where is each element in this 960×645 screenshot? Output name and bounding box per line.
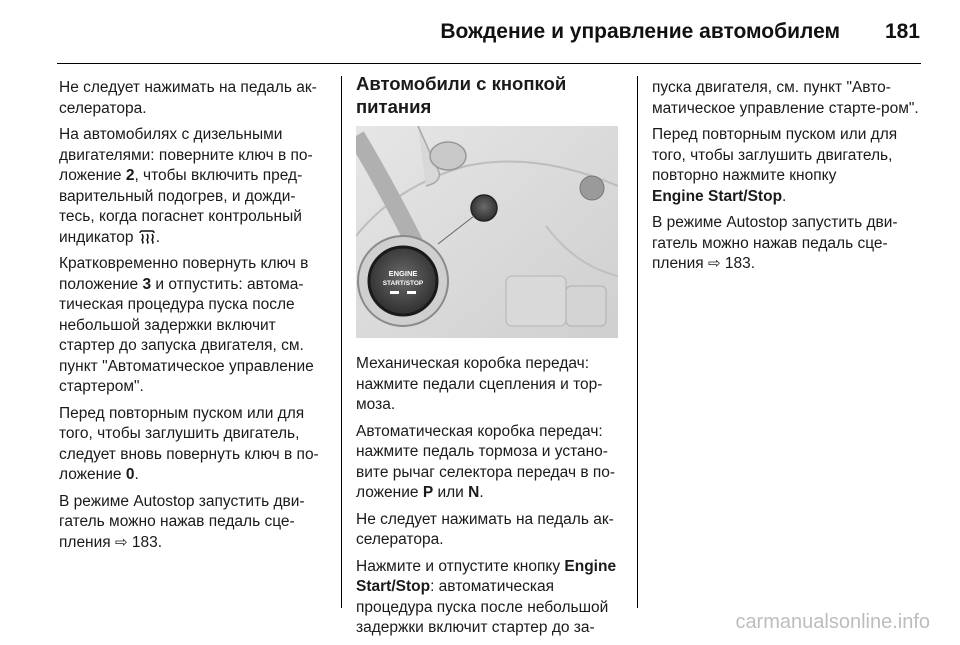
paragraph-no-accelerator-2: Не следует нажимать на педаль ак-селератора. — [356, 510, 614, 548]
start-stop-button-illustration — [356, 126, 618, 338]
text: Кратковременно повернуть ключ в положение — [59, 255, 309, 293]
text: Автоматическая коробка передач: нажмите педаль тормоза и устано-вите рычаг селектора передач в по-ложение — [356, 422, 616, 501]
text: В режиме Autostop запустить дви-гатель можно нажав педаль сце-пления — [59, 492, 305, 551]
paragraph-position-0 — [59, 404, 327, 486]
column-left — [59, 78, 327, 559]
text: . — [782, 187, 787, 205]
paragraph-no-accelerator: Не следует нажимать на педаль ак-селератора. — [59, 79, 317, 117]
text: . — [479, 484, 484, 501]
text: и отпустить: автома-тическая процедура пуска после небольшой задержки включит стартер до запуска двигателя, см. пункт "Автоматическое управление стартером". — [59, 275, 314, 395]
page-reference-link[interactable]: 183. — [720, 255, 756, 272]
watermark: carmanualsonline.info — [735, 611, 930, 633]
page-reference-arrow-icon: ⇨ — [707, 255, 721, 272]
section-title: Автомобили с кнопкой питания — [356, 73, 567, 117]
text: : автоматическая процедура пуска после небольшой задержки включит стартер до за- — [356, 578, 609, 636]
key-position-2: 2 — [125, 167, 135, 184]
button-label-line1: ENGINE — [388, 269, 418, 278]
engine-start-stop-label: Engine Start/Stop — [356, 557, 617, 595]
paragraph-continued: пуска двигателя, см. пункт "Авто-матическое управление старте-ром". — [652, 79, 919, 117]
paragraph-press-button — [356, 557, 626, 639]
text: Перед повторным пуском или для того, чтобы заглушить двигатель, повторно нажмите кнопку — [652, 126, 898, 184]
gear-p: P — [422, 484, 434, 501]
header-divider — [57, 63, 921, 64]
text: . — [155, 228, 161, 246]
page-reference-arrow-icon: ⇨ — [114, 533, 128, 551]
button-label-line2: START/STOP — [382, 280, 424, 287]
column-divider-2 — [637, 76, 638, 608]
text: . — [134, 466, 139, 483]
paragraph-autostop — [59, 492, 327, 554]
paragraph-automatic-gearbox — [356, 422, 626, 504]
column-divider-1 — [341, 76, 342, 608]
column-middle — [356, 72, 626, 645]
gear-n: N — [468, 484, 480, 501]
text: или — [433, 484, 469, 501]
paragraph-position-3 — [59, 254, 327, 398]
text: Перед повторным пуском или для того, чтобы заглушить двигатель, следует вновь повернуть ключ в по-ложение — [59, 404, 319, 483]
key-position-0: 0 — [125, 466, 135, 483]
engine-start-stop-label: Engine Start/Stop — [652, 187, 783, 205]
column-right — [652, 78, 922, 281]
page-header-title: Вождение и управление автомобилем — [440, 20, 840, 43]
key-position-3: 3 — [142, 275, 152, 293]
paragraph-restart — [652, 125, 922, 207]
page-reference-link[interactable]: 183. — [127, 533, 163, 551]
page-number: 181 — [884, 20, 920, 43]
text: Нажмите и отпустите кнопку — [356, 557, 565, 575]
paragraph-autostop-2 — [652, 213, 922, 275]
paragraph-manual-gearbox: Механическая коробка передач: нажмите педали сцепления и тор-моза. — [356, 355, 603, 413]
paragraph-diesel — [59, 125, 327, 248]
glow-plug-icon — [138, 230, 156, 244]
text: В режиме Autostop запустить дви-гатель можно нажав педаль сце-пления — [652, 214, 898, 272]
text: На автомобилях с дизельными двигателями: поверните ключ в по-ложение — [59, 126, 313, 184]
text: , чтобы включить пред-варительный подогрев, и дожди-тесь, когда погаснет контрольный индикатор — [59, 167, 303, 246]
